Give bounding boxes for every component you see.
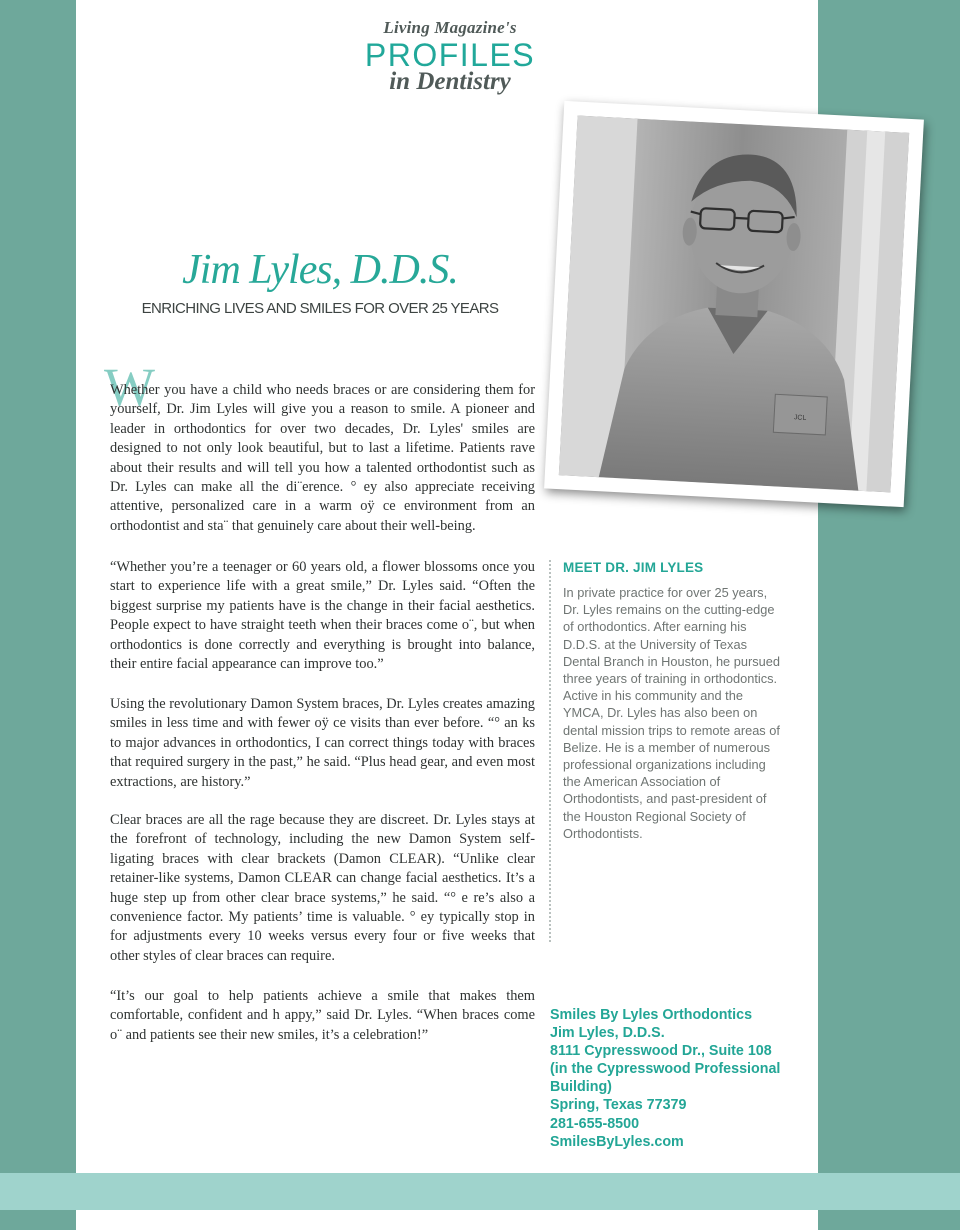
paragraph-text: “It’s our goal to help patients achieve a smile that makes them comfortable, confident and h appy,” said Dr. Lyles. “When braces come o¨ and patients see their new smiles, it’s a celebration!”: [110, 988, 535, 1043]
contact-practice: Smiles By Lyles Orthodontics: [550, 1007, 753, 1023]
masthead-top-line: Living Magazine's: [383, 18, 517, 37]
masthead-title: PROFILES: [364, 37, 536, 73]
contact-address: 8111 Cypresswood Dr., Suite 108: [550, 1043, 772, 1060]
contact-building: (in the Cypresswood Professional Building): [550, 1061, 781, 1096]
contact-website[interactable]: SmilesByLyles.com: [550, 1133, 684, 1150]
sidebar-heading: MEET DR. JIM LYLES: [563, 560, 704, 575]
contact-city: Spring, Texas 77379: [550, 1097, 687, 1114]
masthead-subtitle: in Dentistry: [389, 68, 511, 95]
article-headline: Jim Lyles, D.D.S.: [182, 247, 458, 293]
article-subhead: ENRICHING LIVES AND SMILES FOR OVER 25 YEARS: [141, 300, 499, 317]
bottom-margin: [76, 1210, 818, 1230]
sidebar-bio: In private practice for over 25 years, Dr. Lyles remains on the cutting-edge of orthodontics. After earning his D.D.S. at the University of Texas Dental Branch in Houston, he pursued three years of training in orthodontics. Active in his community and the YMCA, Dr. Lyles has also been on dental mission trips to remote areas of Belize. He is a member of numerous professional organizations including the American Association of Orthodontists, and past-president of the Houston Regional Society of Orthodontists.: [563, 585, 780, 841]
article-paragraph-3: [110, 695, 535, 792]
paragraph-text: “Whether you’re a teenager or 60 years old, a flower blossoms once you start to experience life with a great smile,” Dr. Lyles said. “Often the biggest surprise my patients have is the change in their facial aesthetics. People expect to have straight teeth when their braces come o¨, but when orthodontics is done correctly and everything is brought into balance, their entire facial appearance can improve too.”: [110, 559, 535, 673]
paragraph-text: Using the revolutionary Damon System braces, Dr. Lyles creates amazing smiles in less time and with fewer oÿ ce visits than ever before. “° an ks to major advances in orthodontics, I can correct things today with braces that required surgery in the past,” he said. “Plus head gear, and even most extractions, are history.”: [110, 696, 535, 790]
article-paragraph-5: [110, 987, 535, 1045]
contact-block: [550, 1006, 815, 1151]
portrait-photo-frame: [544, 101, 924, 507]
sidebar-divider: [549, 560, 551, 942]
bottom-band: [0, 1173, 960, 1210]
article-paragraph-4: [110, 811, 535, 966]
drop-cap: W: [104, 357, 155, 417]
article-paragraph-1: [110, 381, 535, 536]
paragraph-text: Clear braces are all the rage because they are discreet. Dr. Lyles stays at the forefront of technology, including the new Damon System self-ligating braces with clear brackets (Damon CLEAR). “Unlike clear retainer-like systems, Damon CLEAR can change facial aesthetics. It’s a huge step up from other clear brace systems,” he said. “° e re’s also a convenience factor. My patients’ time is valuable. ° ey typically stop in for adjustments every 10 weeks versus every four or five weeks that other styles of clear braces can require.: [110, 812, 535, 964]
pocket-monogram: JCL: [793, 414, 807, 422]
article-paragraph-2: [110, 558, 535, 674]
portrait-photo: [559, 116, 909, 493]
contact-phone[interactable]: 281-655-8500: [550, 1115, 640, 1132]
paragraph-text: Whether you have a child who needs braces or are considering them for yourself, Dr. Jim Lyles will give you a reason to smile. A pioneer and leader in orthodontics for over two decades, Dr. Lyles' smiles are designed to not only look beautiful, but to last a lifetime. Patients rave about their results and will tell you how a talented orthodontist such as Dr. Lyles can make all the di¨erence. ° ey also appreciate receiving attentive, personalized care in a warm oÿ ce environment from an orthodontist and sta¨ that genuinely care about their well-being.: [110, 382, 535, 534]
contact-doctor: Jim Lyles, D.D.S.: [550, 1025, 665, 1042]
portrait-illustration: [559, 116, 909, 493]
masthead: [330, 18, 570, 94]
